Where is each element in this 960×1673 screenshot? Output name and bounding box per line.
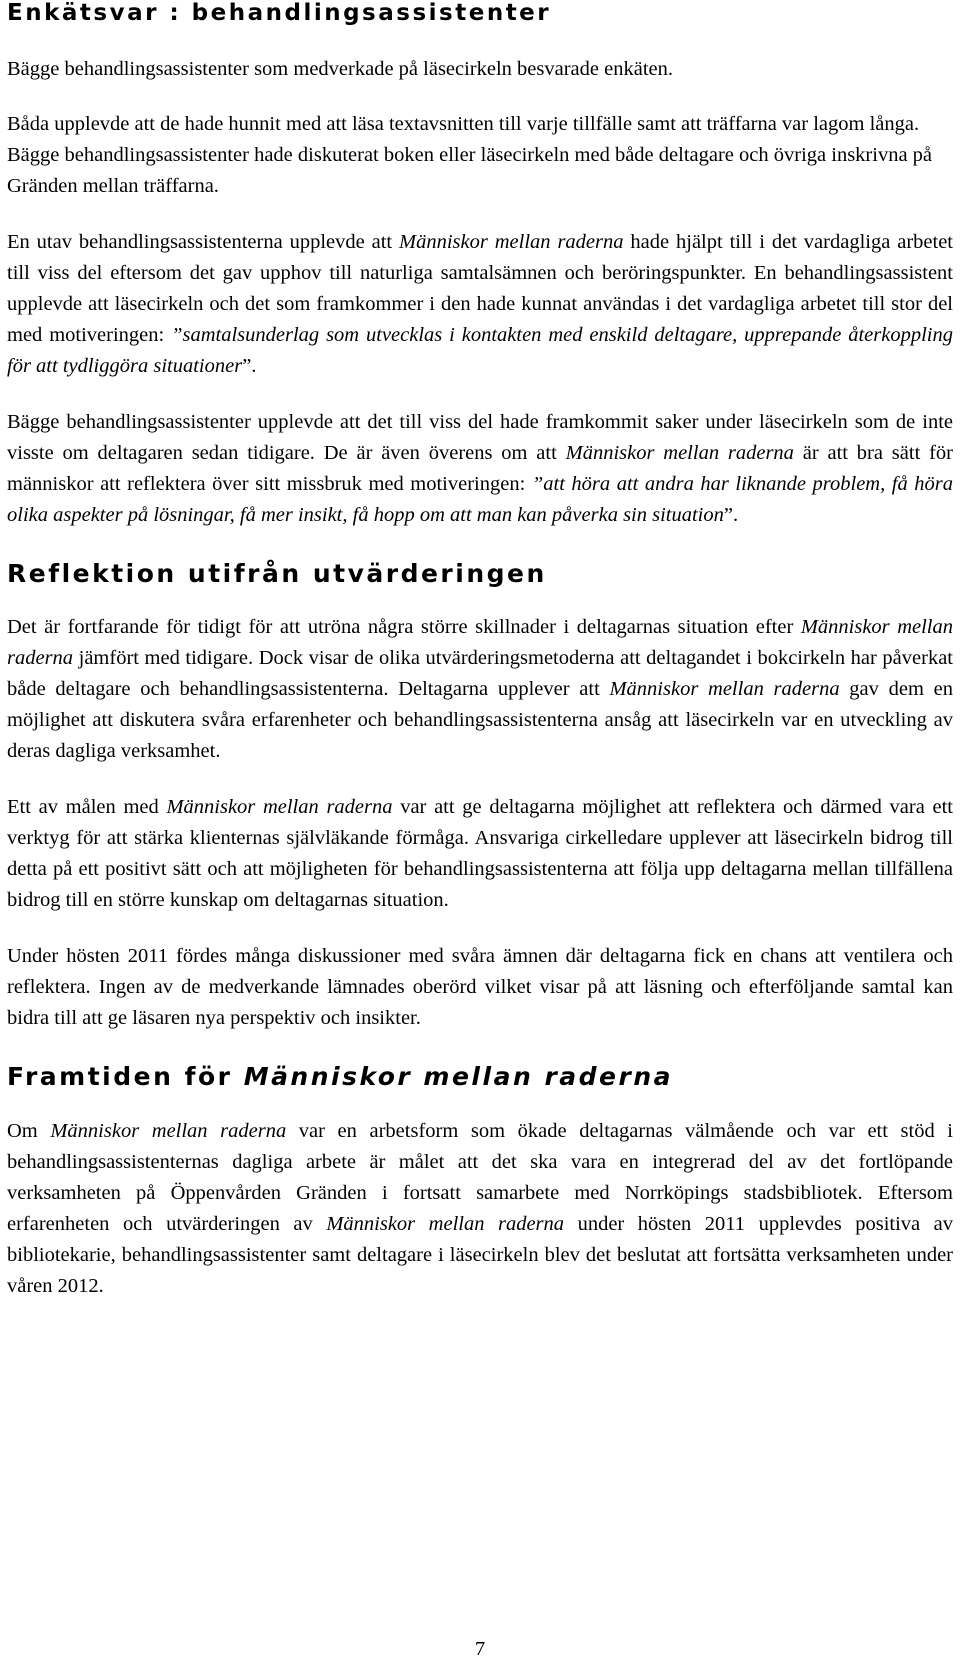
book-title: Människor mellan raderna [326, 1213, 565, 1235]
book-title: Människor mellan raderna [565, 442, 794, 464]
text-segment: under hösten 2011 upplevdes positiva av bibliotekarie, behandlingsassistenter samt deltagare i läsecirkeln blev det beslutat att fortsätta verksamheten under våren 2012. [7, 1213, 954, 1297]
book-title: Människor mellan raderna [166, 796, 393, 818]
paragraph-assistant-agreement [7, 407, 953, 531]
paragraph-reflection-3: Under hösten 2011 fördes många diskussioner med svåra ämnen där deltagarna fick en chans att ventilera och reflektera. Ingen av de medverkande lämnades oberörd vilket visar på att läsning och efterföljande samtal kan bidra till att ge läsaren nya perspektiv och insikter. [7, 945, 953, 1029]
text-segment: gav dem en möjlighet att diskutera svåra erfarenheter och behandlingsassistenterna ansåg att läsecirkeln var en utveckling av deras dagliga verksamhet. [7, 678, 953, 762]
heading-survey-answers: Enkätsvar : behandlingsassistenter [7, 0, 552, 26]
book-title: Människor mellan raderna [50, 1120, 287, 1142]
paragraph-survey-reading: Båda upplevde att de hade hunnit med att läsa textavsnitten till varje tillfälle samt att träffarna var lagom långa. Bägge behandlingsassistenter hade diskuterat boken eller läsecirkeln med både deltagare och övriga inskrivna på Gränden mellan träffarna. [7, 113, 933, 197]
book-title: Människor mellan raderna [243, 1062, 673, 1091]
quote: ”samtalsunderlag som utvecklas i kontakten med enskild deltagare, upprepande återkoppling för att tydliggöra situationer [7, 324, 953, 377]
book-title: Människor mellan raderna [609, 678, 840, 700]
quote: ”att höra att andra har liknande problem, få höra olika aspekter på lösningar, få mer insikt, få hopp om att man kan påverka sin situation [7, 473, 953, 526]
text-segment: ”. [242, 355, 257, 377]
heading-future [7, 1062, 953, 1092]
paragraph-assistant-feedback [7, 227, 953, 382]
text-segment: Det är fortfarande för tidigt för att utröna några större skillnader i deltagarnas situation efter [7, 616, 801, 638]
book-title: Människor mellan raderna [7, 616, 953, 669]
text-segment: Bägge behandlingsassistenter upplevde att det till viss del hade framkommit saker under läsecirkeln som de inte visste om deltagaren sedan tidigare. De är även överens om att [7, 411, 953, 464]
text-segment: Ett av målen med [7, 796, 167, 818]
paragraph-survey-intro: Bägge behandlingsassistenter som medverkade på läsecirkeln besvarade enkäten. [7, 58, 673, 80]
text-segment: jämfört med tidigare. Dock visar de olika utvärderingsmetoderna att deltagandet i bokcirkeln har påverkat både deltagare och behandlingsassistenterna. Deltagarna upplever att [7, 647, 953, 700]
paragraph-reflection-1 [7, 612, 953, 767]
book-title: Människor mellan raderna [399, 231, 624, 253]
text-segment: var att ge deltagarna möjlighet att reflektera och därmed vara ett verktyg för att stärka klienternas självläkande förmåga. Ansvariga cirkelledare upplever att läsecirkeln bidrog till detta på ett positivt sätt och att möjligheten för behandlingsassistenterna att följa upp deltagarna mellan tillfällena bidrog till en större kunskap om deltagarnas situation. [7, 796, 953, 911]
text-segment: En utav behandlingsassistenterna upplevde att [7, 231, 400, 253]
document-page [7, 0, 953, 1302]
paragraph-future [7, 1116, 953, 1302]
text-segment: är att bra sätt för människor att reflektera över sitt missbruk med motiveringen: [7, 442, 953, 495]
heading-text: Framtiden för [7, 1062, 244, 1091]
text-segment: Om [7, 1120, 51, 1142]
text-segment: var en arbetsform som ökade deltagarnas välmående och var ett stöd i behandlingsassistenternas dagliga arbete är målet att det ska vara en integrerad del av det fortlöpande verksamheten på Öppenvården Gränden i fortsatt samarbete med Norrköpings stadsbibliotek. Eftersom erfarenheten och utvärderingen av [7, 1120, 953, 1235]
paragraph-reflection-2 [7, 792, 953, 916]
text-segment: ”. [723, 504, 739, 526]
page-number: 7 [474, 1638, 486, 1660]
heading-reflection: Reflektion utifrån utvärderingen [7, 559, 547, 588]
text-segment: hade hjälpt till i det vardagliga arbetet till viss del eftersom det gav upphov till naturliga samtalsämnen och beröringspunkter. En behandlingsassistent upplevde att läsecirkeln och det som framkommer i den hade kunnat användas i det vardagliga arbetet till stor del med motiveringen: [7, 231, 953, 346]
